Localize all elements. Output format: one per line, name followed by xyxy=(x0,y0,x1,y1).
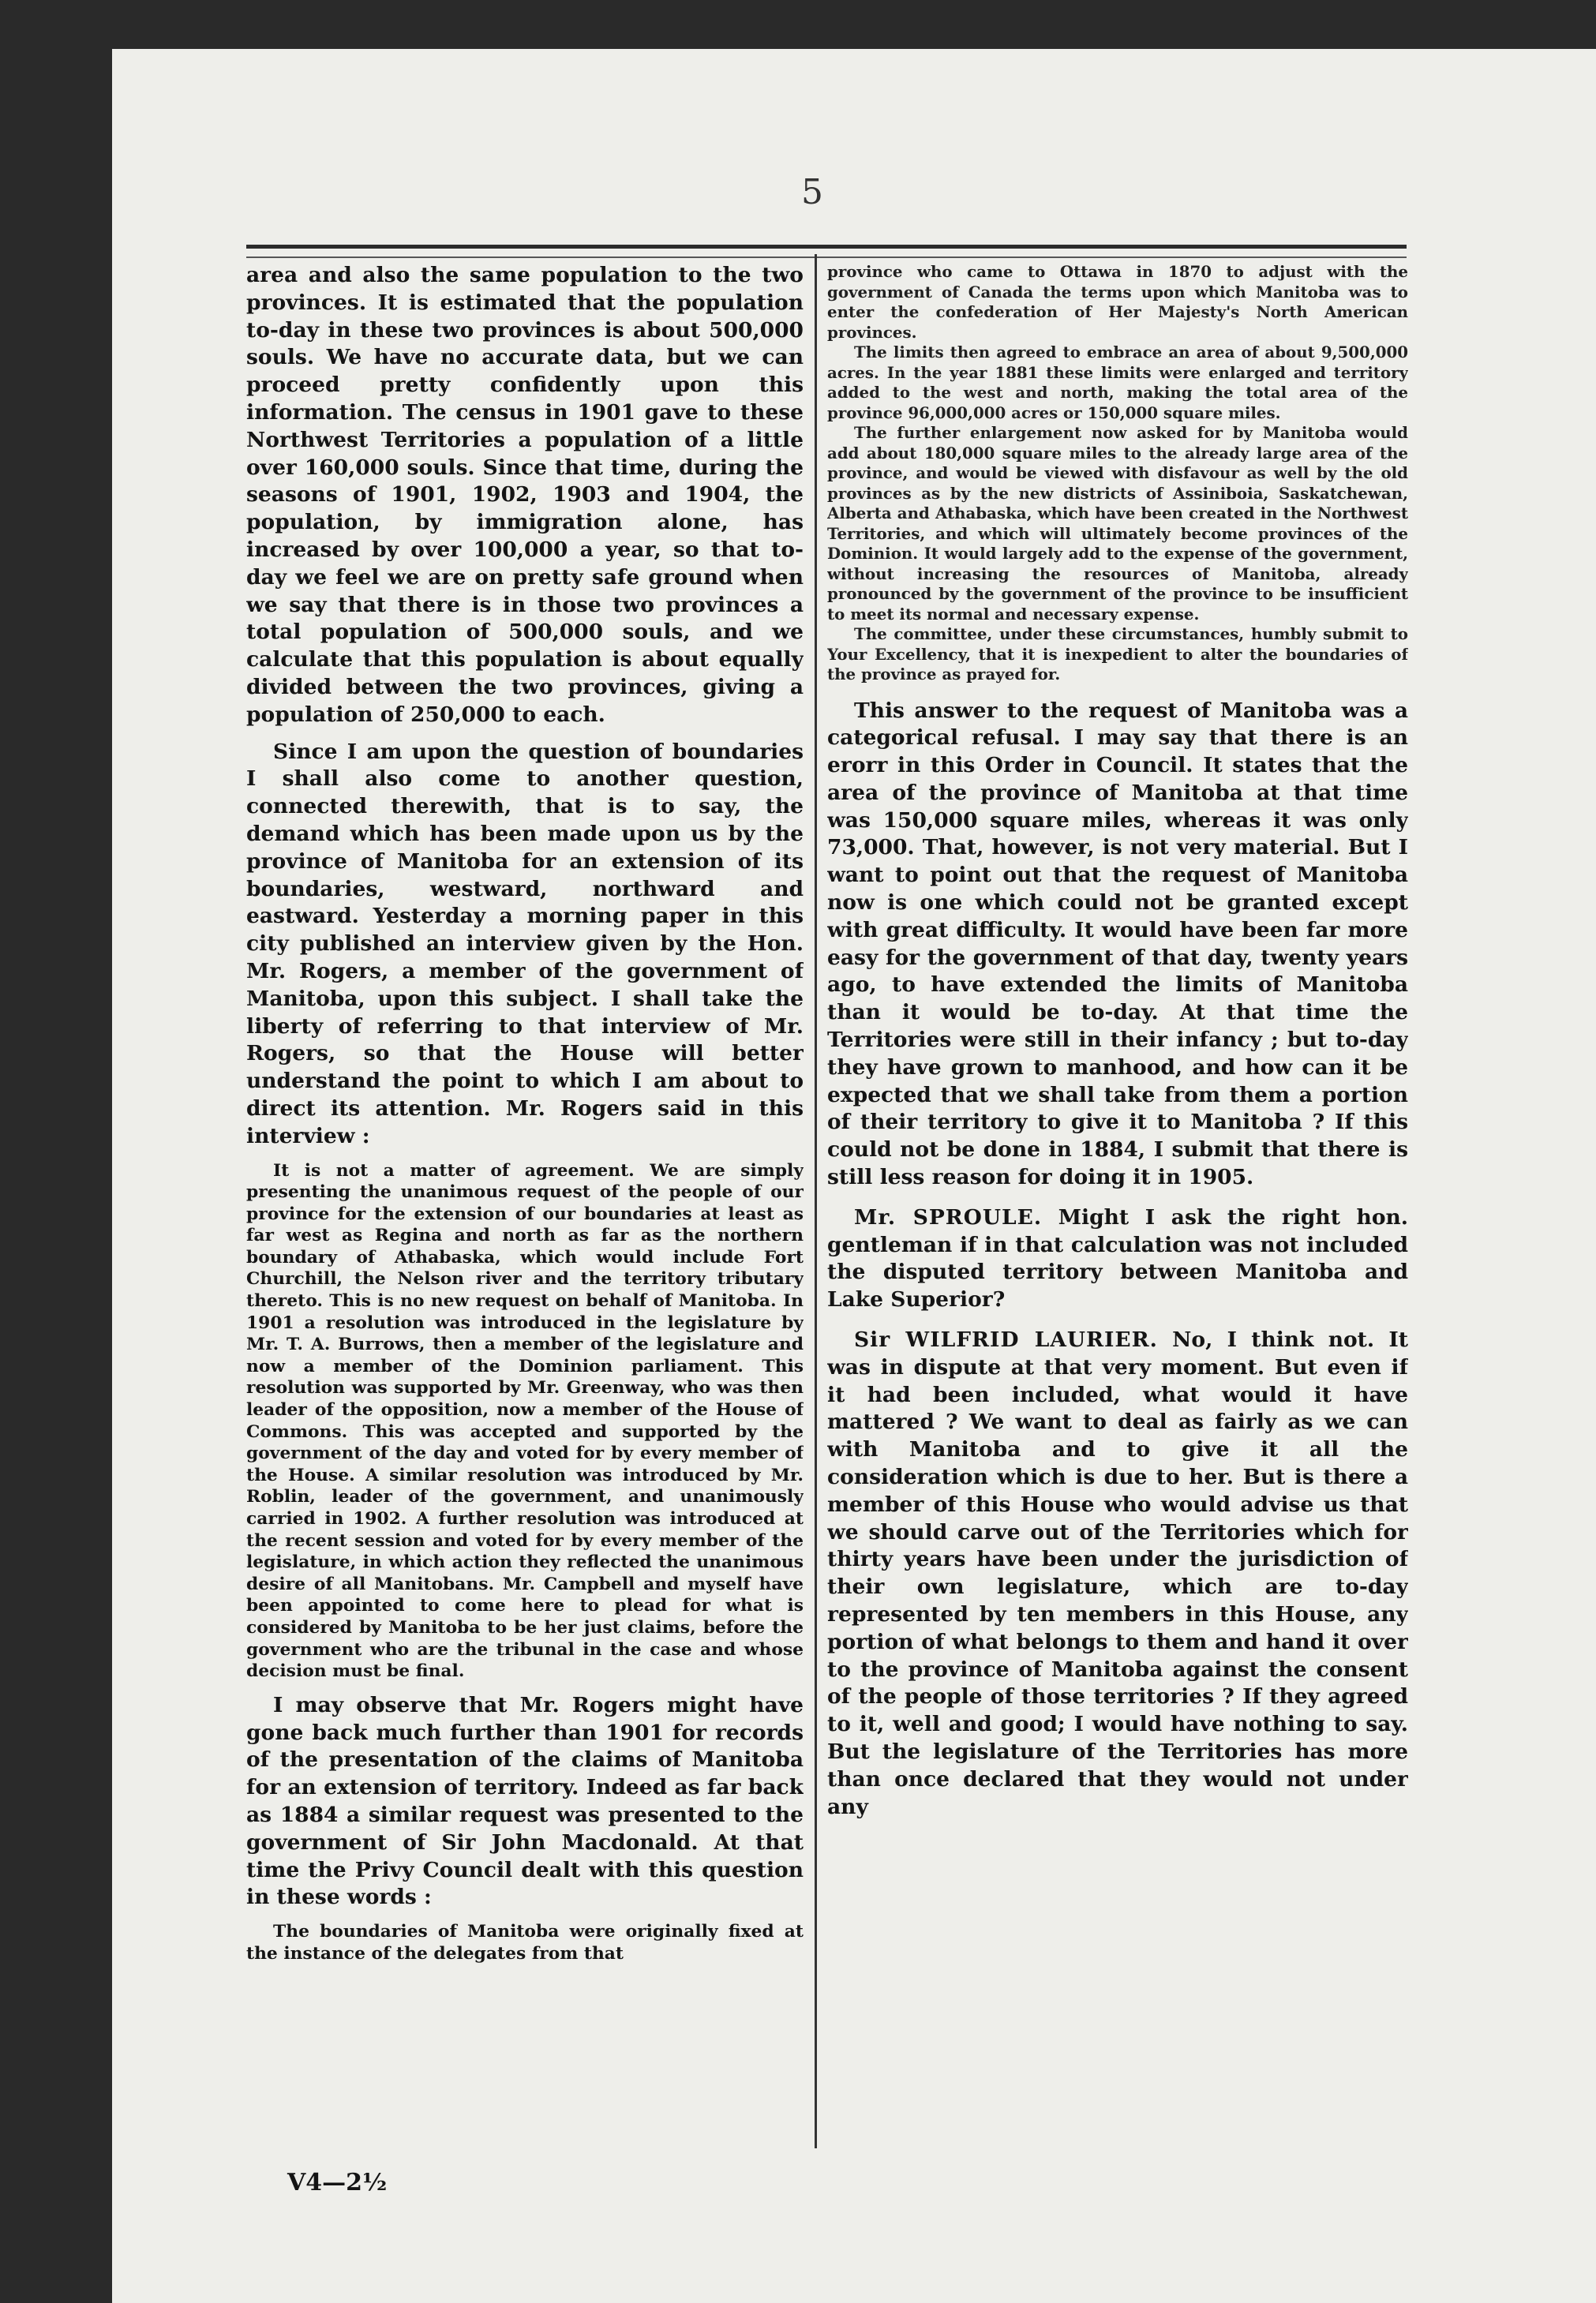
right-quote-4: The committee, under these circumstances, humbly submit to Your Excellency, that it is inexpedient to alter the boundaries of the province as prayed for. xyxy=(827,624,1408,683)
speech-text: Might I ask the right hon. gentleman if in that calculation was not included the disputed territory between Manitoba and Lake Superior? xyxy=(827,1204,1408,1313)
speaker-name: Mr. SPROULE. xyxy=(854,1204,1043,1230)
left-paragraph-3: I may observe that Mr. Rogers might have gone back much further than 1901 for records of the presentation of the claims of Manitoba for an extension of territory. Indeed as far back as 1884 a similar request was presented to the government of Sir John Macdonald. At that time the Privy Council dealt with this question in these words : xyxy=(246,1692,804,1910)
right-paragraph-laurier xyxy=(827,1327,1408,1821)
right-paragraph-sproule xyxy=(827,1204,1408,1314)
speech-text: No, I think not. It was in dispute at that very moment. But even if it had been included, what would it have mattered ? We want to deal as fairly as we can with Manitoba and to give it all the consideration which is due to her. But is there a member of this House who would advise us that we should carve out of the Territories which for thirty years have been under the jurisdiction of their own legislature, which are to-day represented by ten members in this House, any portion of what belongs to them and hand it over to the province of Manitoba against the consent of the people of those territories ? If they agreed to it, well and good; I would have nothing to say. But the legislature of the Territories has more than once declared that they would not under any xyxy=(827,1328,1408,1819)
left-paragraph-1: area and also the same population to the two provinces. It is estimated that the population to-day in these two provinces is about 500,000 souls. We have no accurate data, but we can proceed pretty confidently upon this information. The census in 1901 gave to these Northwest Territories a population of a little over 160,000 souls. Since that time, during the seasons of 1901, 1902, 1903 and 1904, the population, by immigration alone, has increased by over 100,000 a year, so that to-day we feel we are on pretty safe ground when we say that there is in those two provinces a total population of 500,000 souls, and we calculate that this population is about equally divided between the two provinces, giving a population of 250,000 to each. xyxy=(246,263,804,727)
left-quote-rogers: It is not a matter of agreement. We are simply presenting the unanimous request of the people of our province for the extension of our boundaries at least as far west as Regina and north as far as the northern boundary of Athabaska, which would include Fort Churchill, the Nelson river and the territory tributary thereto. This is no new request on behalf of Manitoba. In 1901 a resolution was introduced in the legislature by Mr. T. A. Burrows, then a member of the legislature and now a member of the Dominion parliament. This resolution was supported by Mr. Greenway, who was then leader of the opposition, now a member of the House of Commons. This was accepted and supported by the government of the day and voted for by every member of the House. A similar resolution was introduced by Mr. Roblin, leader of the government, and unanimously carried in 1902. A further resolution was introduced at the recent session and voted for by every member of the legislature, in which action they reflected the unanimous desire of all Manitobans. Mr. Campbell and myself have been appointed to come here to plead for what is considered by Manitoba to be her just claims, before the government who are the tribunal in the case and whose decision must be final. xyxy=(246,1160,804,1682)
signature-mark: V4—2½ xyxy=(287,2169,388,2196)
right-column xyxy=(827,262,1408,2172)
page-number: 5 xyxy=(801,172,823,212)
right-quote-2: The limits then agreed to embrace an area of about 9,500,000 acres. In the year 1881 these limits were enlarged and territory added to the west and north, making the total area of the province 96,000,000 acres or 150,000 square miles. xyxy=(827,343,1408,422)
left-paragraph-2: Since I am upon the question of boundaries I shall also come to another question, connected therewith, that is to say, the demand which has been made upon us by the province of Manitoba for an extension of its boundaries, westward, northward and eastward. Yesterday a morning paper in this city published an interview given by the Hon. Mr. Rogers, a member of the government of Manitoba, upon this subject. I shall take the liberty of referring to that interview of Mr. Rogers, so that the House will better understand the point to which I am about to direct its attention. Mr. Rogers said in this interview : xyxy=(246,739,804,1148)
header-rule xyxy=(246,245,1407,258)
left-quote-privy-council: The boundaries of Manitoba were originally fixed at the instance of the delegates from that xyxy=(246,1922,804,1964)
right-paragraph-answer: This answer to the request of Manitoba was a categorical refusal. I may say that there is an erorr in this Order in Council. It states that the area of the province of Manitoba at that time was 150,000 square miles, whereas it was only 73,000. That, however, is not very material. But I want to point out that the request of Manitoba now is one which could not be granted except with great difficulty. It would have been far more easy for the government of that day, twenty years ago, to have extended the limits of Manitoba than it would be to-day. At that time the Territories were still in their infancy ; but to-day they have grown to manhood, and how can it be expected that we shall take from them a portion of their territory to give it to Manitoba ? If this could not be done in 1884, I submit that there is still less reason for doing it in 1905. xyxy=(827,698,1408,1190)
column-divider xyxy=(815,254,817,2148)
left-column xyxy=(246,262,804,2172)
right-quote-1: province who came to Ottawa in 1870 to adjust with the government of Canada the terms upon which Manitoba was to enter the confederation of Her Majesty's North American provinces. xyxy=(827,262,1408,342)
speaker-name: Sir WILFRID LAURIER. xyxy=(854,1328,1158,1353)
right-quote-3: The further enlargement now asked for by Manitoba would add about 180,000 square miles to the already large area of the province, and would be viewed with disfavour as well by the old provinces as by the new districts of Assiniboia, Saskatchewan, Alberta and Athabaska, which have been created in the Northwest Territories, and which will ultimately become provinces of the Dominion. It would largely add to the expense of the government, without increasing the resources of Manitoba, already pronounced by the government of the province to be insufficient to meet its normal and necessary expense. xyxy=(827,423,1408,623)
